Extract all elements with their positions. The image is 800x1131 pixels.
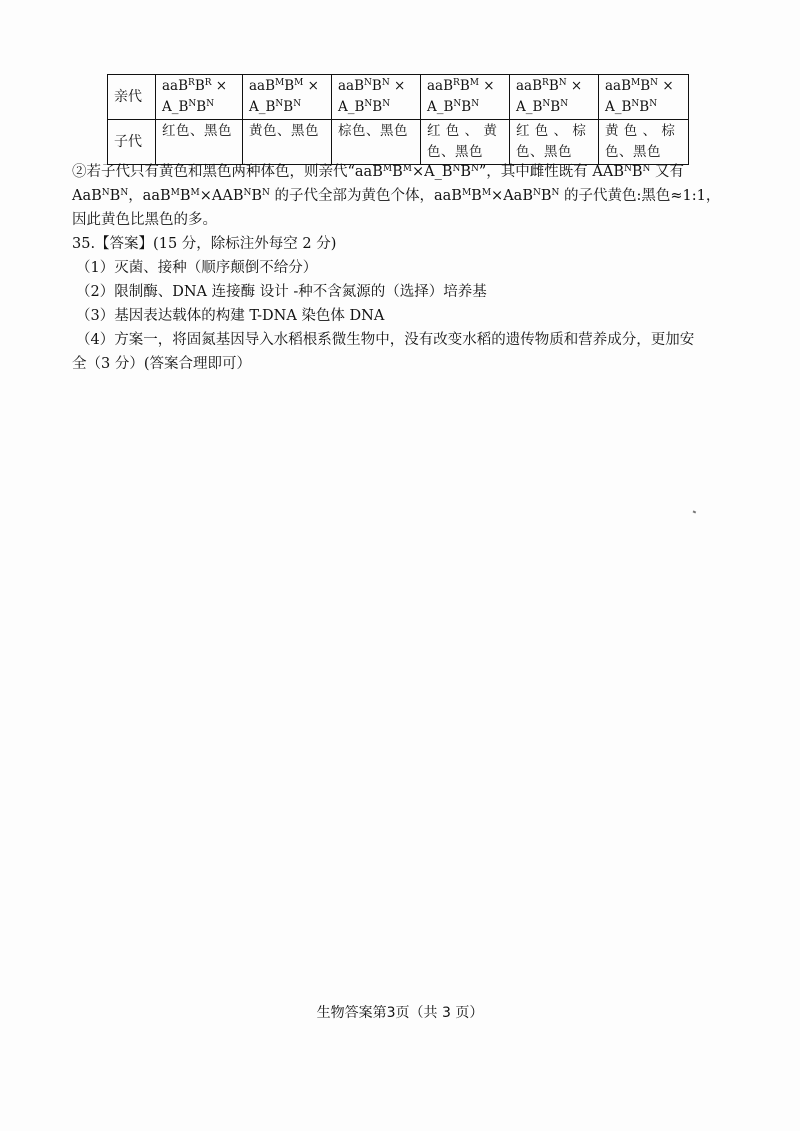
genotype-cross-line1: $aaB^MB^M$ ×: [249, 78, 319, 94]
genotype-cross-line2: $A\_B^NB^N$: [516, 99, 569, 115]
table-cell: [332, 75, 421, 120]
question-35-header: 35.【答案】(15 分，除标注外每空 2 分): [72, 236, 337, 252]
phenotype-line1: 红 色 、 黄: [427, 123, 498, 139]
table-cell: [421, 75, 510, 120]
table-cell: [156, 120, 243, 165]
row-label-offspring: 子代: [108, 120, 156, 165]
table-row-offspring: [108, 120, 689, 165]
row-label-parents: 亲代: [108, 75, 156, 120]
page-footer: 生物答案第3页（共 3 页）: [316, 1005, 484, 1021]
table-cell: [243, 120, 332, 165]
explanation-line-3: 因此黄色比黑色的多。: [72, 212, 217, 228]
scan-speck: [693, 510, 696, 513]
genotype-cross-line1: $aaB^RB^N$ ×: [516, 78, 583, 94]
answer-35-1: （1）灭菌、接种（顺序颠倒不给分）: [76, 260, 318, 276]
explanation-line-2: $AaB^NB^N$，$aaB^MB^M\times AAB^NB^N$ 的子代全部为黄色个体，$aaB^MB^M\times AaB^NB^N$ 的子代黄色:黑色≈1:1，: [72, 188, 721, 204]
phenotype-line1: 黄 色 、 棕: [605, 123, 676, 139]
table-cell: [156, 75, 243, 120]
phenotype-line1: 红 色 、 棕: [516, 123, 587, 139]
genotype-cross-line2: $A\_B^NB^N$: [338, 99, 391, 115]
table-cell: [510, 120, 599, 165]
genotype-cross-line2: $A\_B^NB^N$: [162, 99, 215, 115]
phenotype-line2: 色、黑色: [605, 144, 661, 160]
table-cell: [243, 75, 332, 120]
genotype-cross-line1: $aaB^NB^N$ ×: [338, 78, 406, 94]
genotype-cross-line2: $A\_B^NB^N$: [249, 99, 302, 115]
table-cell: [599, 75, 689, 120]
phenotype-line1: 黄色、黑色: [249, 123, 319, 139]
table-cell: [421, 120, 510, 165]
answer-35-2: （2）限制酶、DNA 连接酶 设计 -种不含氮源的（选择）培养基: [76, 284, 487, 300]
table-cell: [510, 75, 599, 120]
phenotype-line2: 色、黑色: [427, 144, 483, 160]
explanation-line-1: ②若子代只有黄色和黑色两种体色，则亲代“$aaB^MB^M\times A\_B^NB^N$”，其中雌性既有 $AAB^NB^N$ 又有: [72, 164, 685, 180]
table-row-parents: [108, 75, 689, 120]
answer-35-3: （3）基因表达载体的构建 T-DNA 染色体 DNA: [76, 308, 385, 324]
genotype-cross-line1: $aaB^RB^M$ ×: [427, 78, 495, 94]
phenotype-line1: 红色、黑色: [162, 123, 232, 139]
genotype-cross-line1: $aaB^MB^N$ ×: [605, 78, 674, 94]
table-cell: [599, 120, 689, 165]
answer-35-4-line1: （4）方案一，将固氮基因导入水稻根系微生物中，没有改变水稻的遗传物质和营养成分，更加安: [76, 332, 695, 348]
genetic-cross-table: [107, 74, 689, 165]
phenotype-line2: 色、黑色: [516, 144, 572, 160]
phenotype-line1: 棕色、黑色: [338, 123, 408, 139]
genotype-cross-line2: $A\_B^NB^N$: [427, 99, 480, 115]
table-cell: [332, 120, 421, 165]
genotype-cross-line2: $A\_B^NB^N$: [605, 99, 658, 115]
answer-35-4-line2: 全（3 分）(答案合理即可）: [72, 356, 251, 372]
genotype-cross-line1: $aaB^RB^R$ ×: [162, 78, 228, 94]
